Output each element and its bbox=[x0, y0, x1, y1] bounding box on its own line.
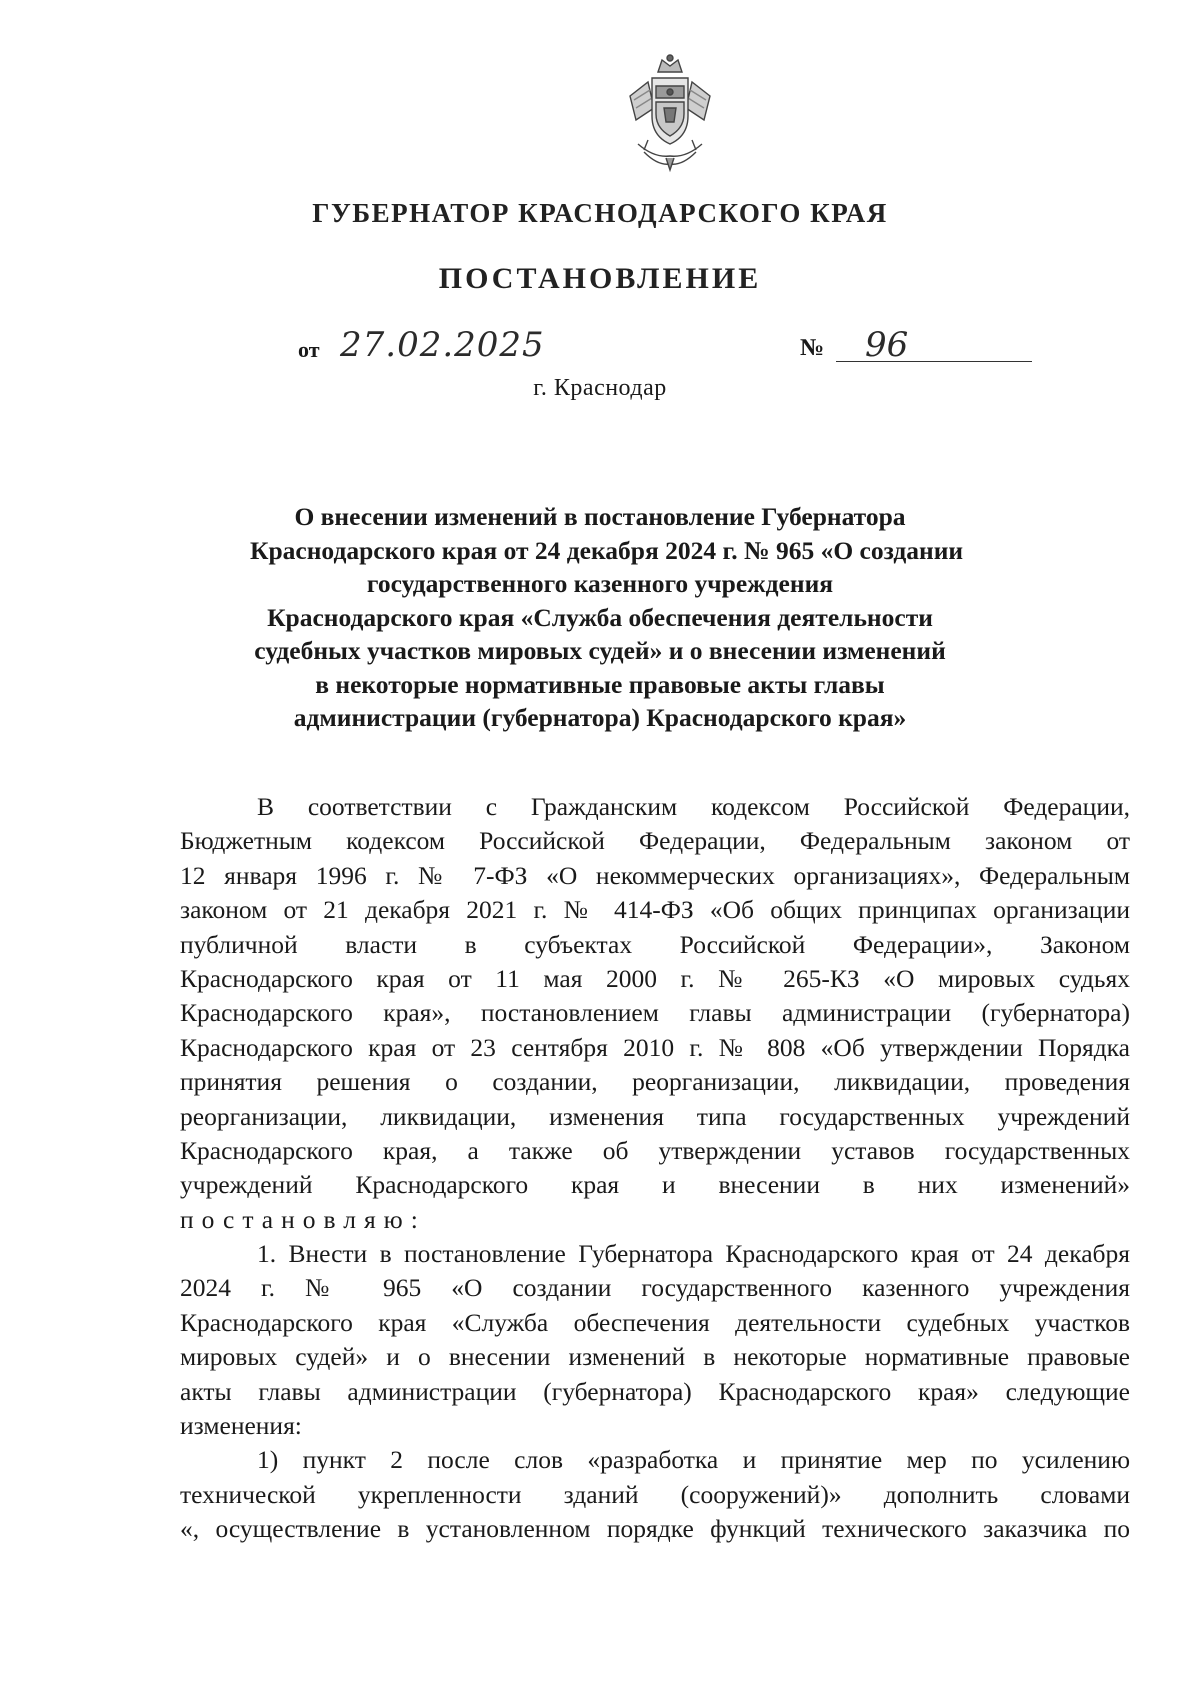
subject-line: Краснодарского края от 24 декабря 2024 г. № 965 «О создании bbox=[250, 535, 964, 565]
body-line: Краснодарского края «Служба обеспечения деятельности судебных участков bbox=[180, 1307, 1130, 1337]
body-line: 12 января 1996 г. № 7-ФЗ «О некоммерческих организациях», Федеральным bbox=[180, 860, 1130, 890]
date-prefix: от bbox=[298, 337, 320, 362]
body-line: реорганизации, ликвидации, изменения типа государственных учреждений bbox=[180, 1101, 1130, 1131]
issuer-title: ГУБЕРНАТОР КРАСНОДАРСКОГО КРАЯ bbox=[312, 198, 888, 228]
body-line: «, осуществление в установленном порядке функций технического заказчика по bbox=[180, 1514, 1130, 1544]
body-line: технической укрепленности зданий (сооружений)» дополнить словами bbox=[180, 1479, 1130, 1509]
body-line: учреждений Краснодарского края и внесении в них изменений» bbox=[180, 1170, 1130, 1200]
city-label: г. Краснодар bbox=[533, 375, 667, 401]
number-prefix: № bbox=[800, 335, 825, 361]
body-line: Краснодарского края, а также об утверждении уставов государственных bbox=[180, 1135, 1130, 1165]
body-line: 1. Внести в постановление Губернатора Краснодарского края от 24 декабря bbox=[257, 1239, 1130, 1269]
body-line: акты главы администрации (губернатора) Краснодарского края» следующие bbox=[180, 1376, 1130, 1406]
krasnodar-coat-of-arms-icon bbox=[608, 52, 732, 176]
subject-line: государственного казенного учреждения bbox=[366, 569, 834, 598]
document-body bbox=[180, 790, 1130, 1547]
document-type-title: ПОСТАНОВЛЕНИЕ bbox=[438, 262, 762, 295]
body-line: изменения: bbox=[180, 1411, 302, 1441]
body-line: 2024 г. № 965 «О создании государственного казенного учреждения bbox=[180, 1273, 1130, 1303]
subject-line: администрации (губернатора) Краснодарского края» bbox=[293, 703, 907, 732]
body-line: Бюджетным кодексом Российской Федерации, Федеральным законом от bbox=[180, 826, 1130, 856]
subject-line: в некоторые нормативные правовые акты главы bbox=[315, 669, 885, 699]
body-line: законом от 21 декабря 2021 г. № 414-ФЗ «Об общих принципах организации bbox=[180, 895, 1130, 925]
body-line-postanovlyayu: постановляю: bbox=[180, 1204, 426, 1234]
handwritten-date: 27.02.2025 bbox=[340, 325, 545, 365]
subject-line: Краснодарского края «Служба обеспечения деятельности bbox=[267, 602, 933, 632]
document-subject bbox=[250, 500, 964, 735]
body-line: принятия решения о создании, реорганизации, ликвидации, проведения bbox=[180, 1067, 1130, 1097]
body-line: В соответствии с Гражданским кодексом Российской Федерации, bbox=[257, 792, 1130, 821]
body-line: 1) пункт 2 после слов «разработка и принятие мер по усилению bbox=[257, 1445, 1130, 1475]
body-line: Краснодарского края», постановлением главы администрации (губернатора) bbox=[180, 998, 1130, 1028]
subject-line: судебных участков мировых судей» и о внесении изменений bbox=[254, 636, 946, 665]
body-line: публичной власти в субъектах Российской Федерации», Законом bbox=[180, 929, 1130, 959]
body-line: Краснодарского края от 11 мая 2000 г. № 265-КЗ «О мировых судьях bbox=[180, 963, 1130, 993]
handwritten-number: 96 bbox=[865, 325, 909, 365]
body-line: мировых судей» и о внесении изменений в некоторые нормативные правовые bbox=[180, 1342, 1130, 1372]
body-line: Краснодарского края от 23 сентября 2010 г. № 808 «Об утверждении Порядка bbox=[180, 1032, 1130, 1062]
date-number-row bbox=[0, 325, 1200, 369]
subject-line: О внесении изменений в постановление Губернатора bbox=[294, 502, 906, 531]
